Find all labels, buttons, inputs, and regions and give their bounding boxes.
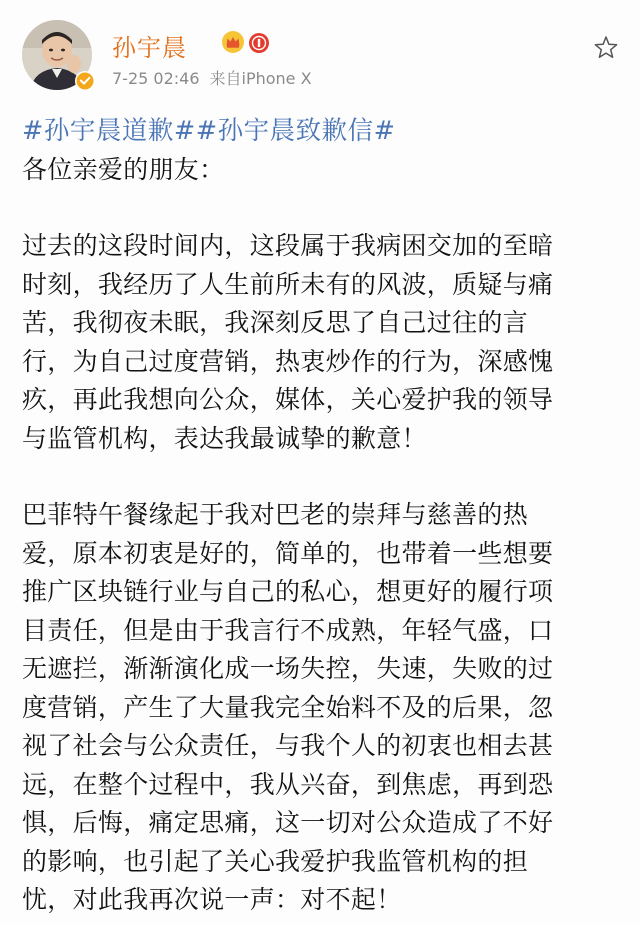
post-meta — [112, 66, 322, 89]
text-line: 忧，对此我再次说一声：对不起！ — [22, 885, 402, 914]
red-circle-badge-icon[interactable] — [248, 32, 270, 54]
text-line: 推广区块链行业与自己的私心，想更好的履行项 — [22, 577, 554, 606]
post-greeting: 各位亲爱的朋友： — [22, 154, 225, 184]
text-line: 过去的这段时间内，这段属于我病困交加的至暗 — [22, 231, 554, 260]
paragraph-1 — [22, 227, 622, 458]
post-source: 来自iPhone X — [209, 69, 312, 88]
text-line: 与监管机构，表达我最诚挚的歉意！ — [22, 423, 427, 453]
verified-badge-icon — [74, 70, 96, 92]
post-topics[interactable]: #孙宇晨道歉##孙宇晨致歉信# — [22, 116, 396, 146]
text-line: 目责任，但是由于我言行不成熟，年轻气盛，口 — [22, 615, 554, 645]
text-line: 爱，原本初衷是好的，简单的，也带着一些想要 — [22, 538, 554, 568]
text-line: 度营销，产生了大量我完全始料不及的后果，忽 — [22, 692, 554, 722]
star-icon[interactable] — [592, 34, 620, 62]
text-line: 苦，我彻夜未眠，我深刻反思了自己过往的言 — [22, 308, 529, 337]
post-header — [0, 0, 640, 105]
text-line: 惧，后悔，痛定思痛，这一切对公众造成了不好 — [22, 808, 554, 837]
text-line: 时刻，我经历了人生前所未有的风波，质疑与痛 — [22, 269, 554, 299]
paragraph-2 — [22, 496, 622, 920]
text-line: 的影响，也引起了关心我爱护我监管机构的担 — [22, 846, 529, 876]
text-line: 疚，再此我想向公众，媒体，关心爱护我的领导 — [22, 385, 554, 414]
text-line: 无遮拦，渐渐演化成一场失控，失速，失败的过 — [22, 654, 554, 683]
text-line: 远，在整个过程中，我从兴奋，到焦虑，再到恐 — [22, 769, 554, 799]
crown-badge-icon[interactable] — [221, 30, 245, 54]
paragraph-gap — [22, 458, 622, 496]
text-line: 视了社会与公众责任，与我个人的初衷也相去甚 — [22, 731, 554, 760]
paragraph-gap — [22, 189, 622, 227]
text-line: 行，为自己过度营销，热衷炒作的行为，深感愧 — [22, 346, 554, 376]
author-name[interactable]: 孙宇晨 — [112, 34, 187, 62]
post-content — [22, 112, 622, 920]
text-line: 巴菲特午餐缘起于我对巴老的崇拜与慈善的热 — [22, 500, 529, 529]
post-timestamp: 7-25 02:46 — [112, 69, 200, 88]
